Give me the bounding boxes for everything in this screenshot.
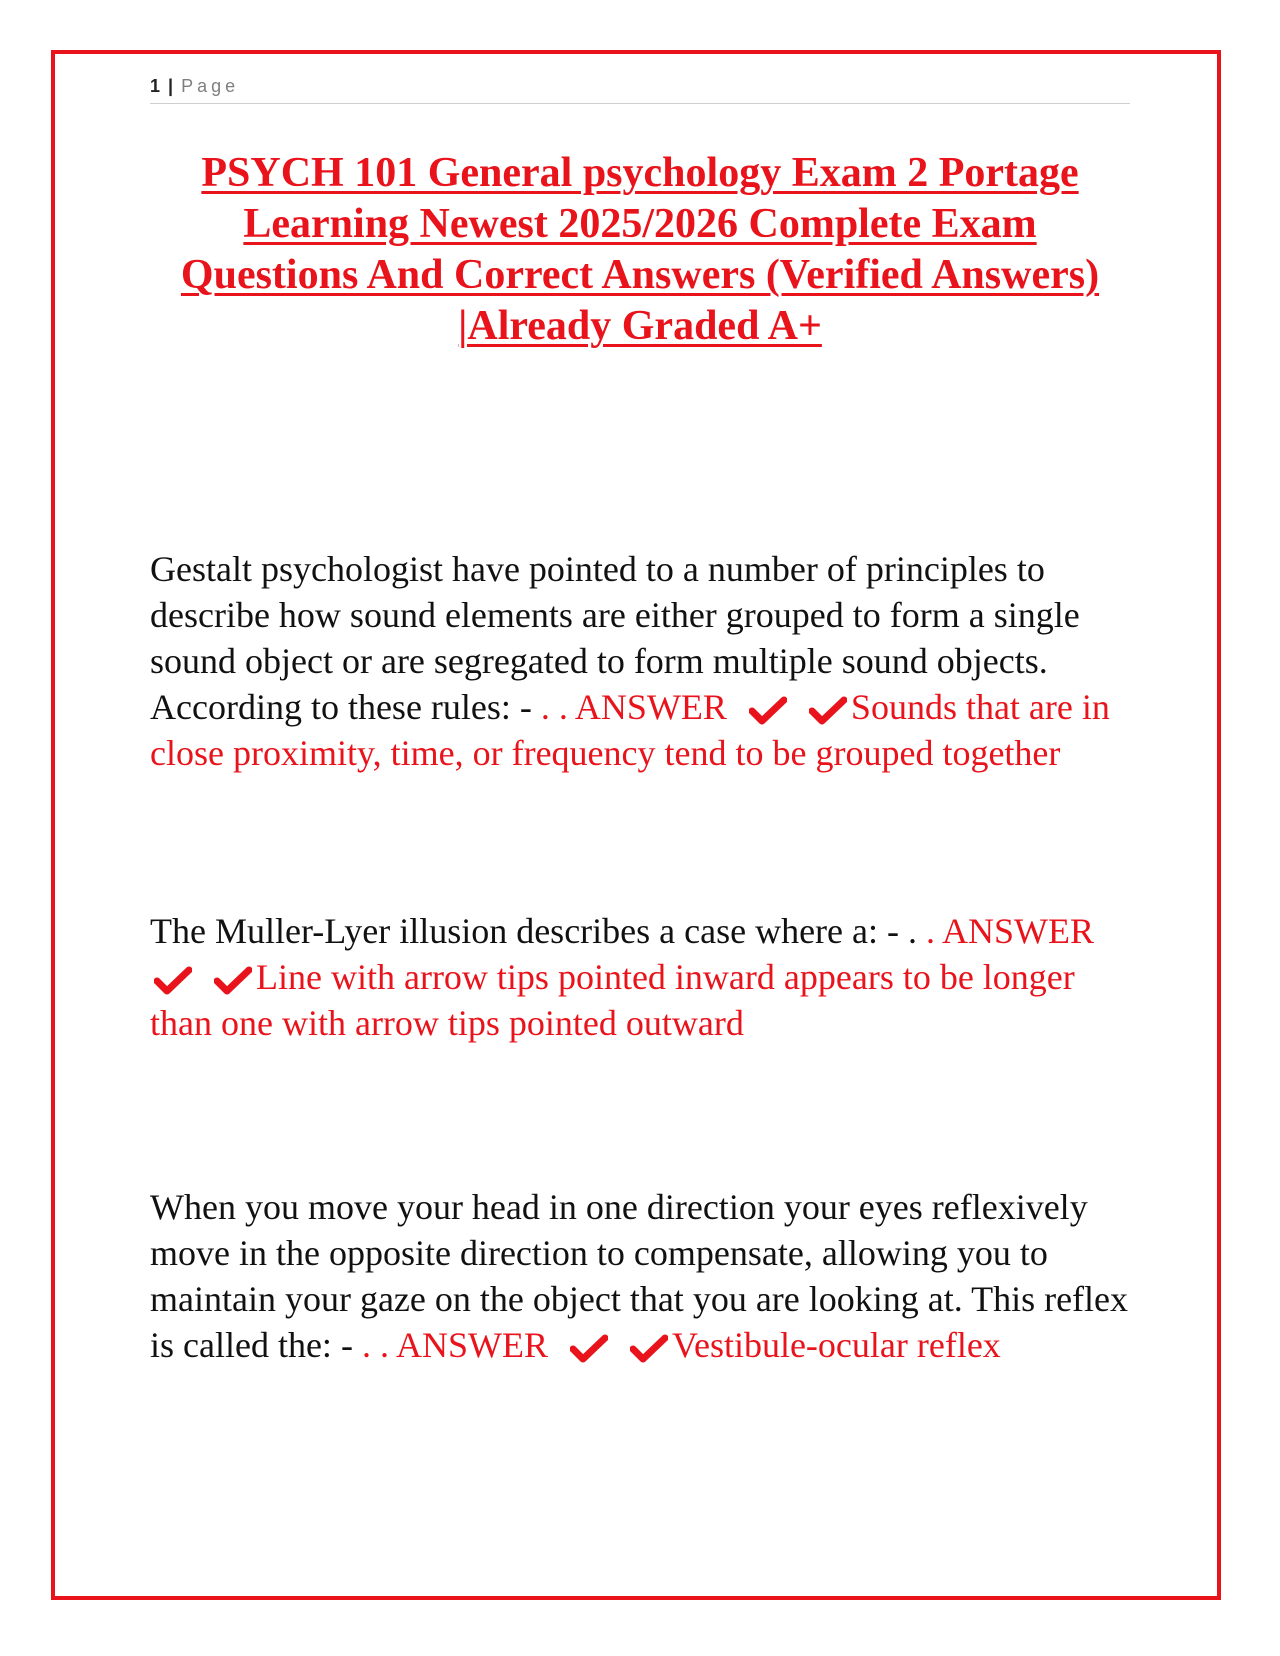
question-text: When you move your head in one direction your eyes reflexively move in the opposite direction to compensate, allowing you to maintain your gaze on the object that you are looking at. This reflex is called the: [150,1187,1129,1365]
answer-marker: . . ANSWER [352,1325,548,1365]
question-text: Gestalt psychologist have pointed to a number of principles to describe how sound elements are either grouped to form a single sound object or are segregated to form multiple sound objects. According to these rules: [150,549,1080,727]
document-title: PSYCH 101 General psychology Exam 2 Portage Learning Newest 2025/2026 Complete Exam Questions And Correct Answers (Verified Answers) |Already Graded A+ [180,150,1100,349]
answer-marker: . ANSWER [917,911,1095,951]
page-word: Page [181,76,240,96]
page-number: 1 [150,76,161,96]
answer-text: Vestibule-ocular reflex [671,1325,1001,1365]
question-dash: - . [878,911,917,951]
answer-marker: . . ANSWER [531,687,727,727]
qa-item-3 [150,1184,1130,1368]
page-separator: | [168,76,174,96]
answer-text: Sounds that are in close proximity, time, or frequency tend to be grouped together [150,687,1110,773]
check-icon [630,1334,668,1364]
check-icon [214,966,252,996]
check-icon [809,696,847,726]
page-header [150,76,1130,104]
check-icon [749,696,787,726]
qa-item-1 [150,546,1130,776]
check-icon [154,966,192,996]
answer-text: Line with arrow tips pointed inward appears to be longer than one with arrow tips pointed outward [150,957,1075,1043]
question-dash: - [510,687,532,727]
question-text: The Muller-Lyer illusion describes a case where a: [150,911,878,951]
check-icon [570,1334,608,1364]
qa-item-2 [150,908,1130,1046]
question-dash: - [331,1325,353,1365]
